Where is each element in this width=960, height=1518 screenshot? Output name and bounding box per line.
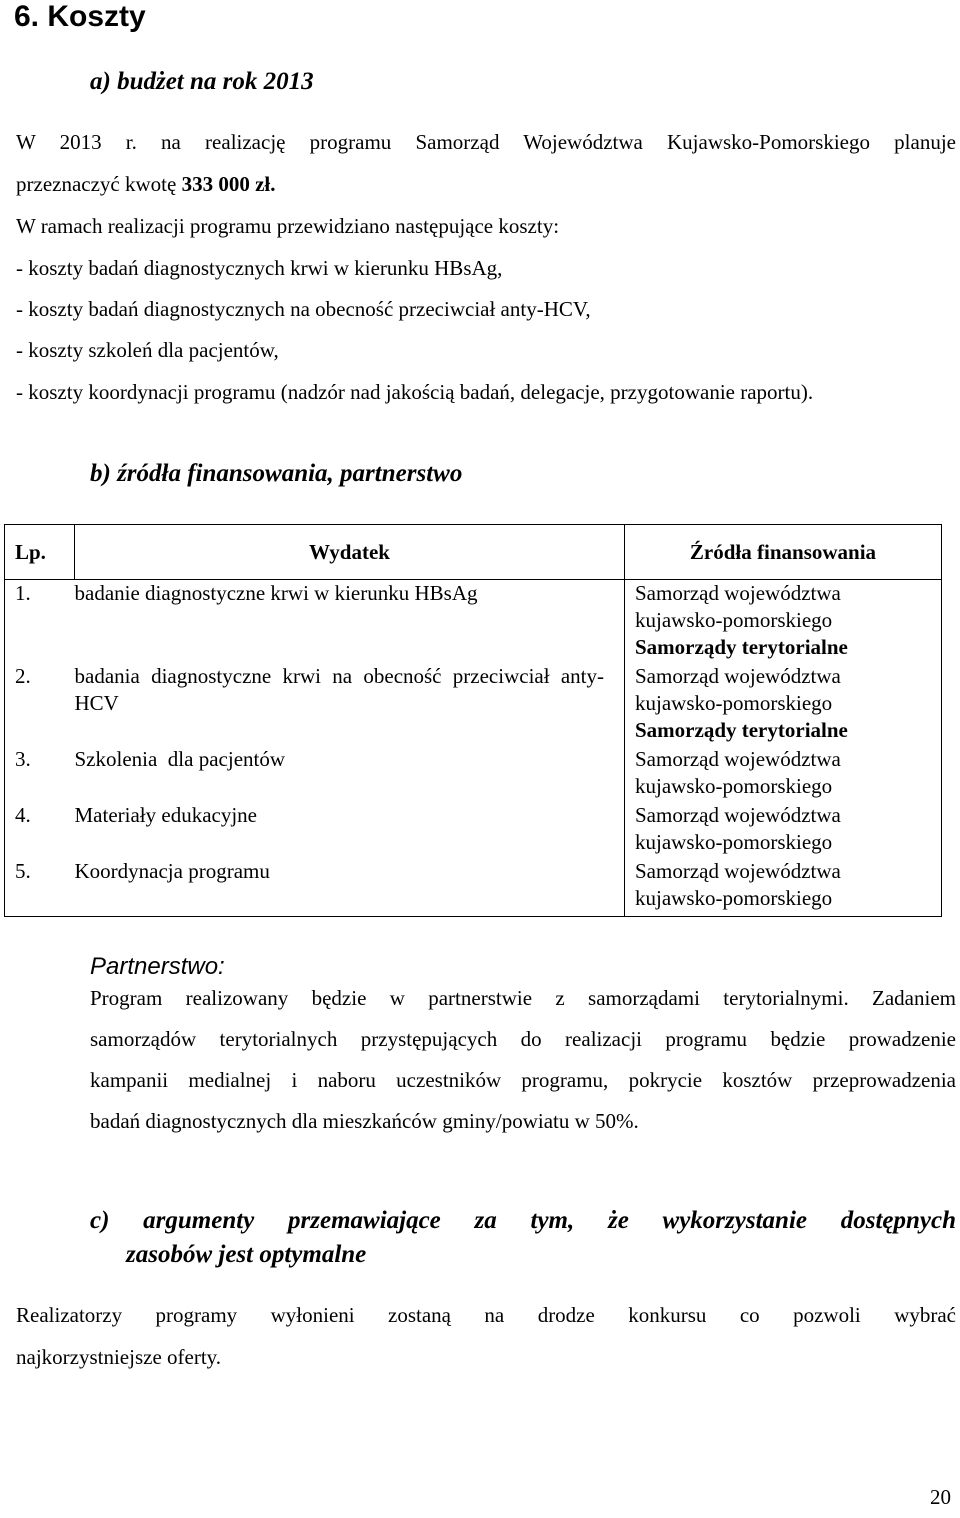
source-line-bold: Samorządy terytorialne — [635, 717, 848, 742]
table-row — [5, 802, 942, 858]
cell-lp: 2. — [5, 663, 75, 746]
funding-table — [4, 524, 942, 917]
source-line: Samorząd województwa — [635, 802, 841, 827]
final-line2: najkorzystniejsze oferty. — [16, 1345, 222, 1369]
partnership-line: kampanii medialnej i naboru uczestników programu, pokrycie kosztów przeprowadzenia — [90, 1068, 956, 1092]
budget-intro-line1: W 2013 r. na realizację programu Samorząd Województwa Kujawsko-Pomorskiego planuje — [16, 130, 956, 154]
cost-item: - koszty badań diagnostycznych krwi w kierunku HBsAg, — [16, 256, 503, 280]
subheading-arguments-line1: c) argumenty przemawiające za tym, że wykorzystanie dostępnych — [90, 1207, 956, 1234]
header-lp: Lp. — [5, 525, 75, 580]
table-header-row — [5, 525, 942, 580]
subheading-arguments-line2: zasobów jest optymalne — [126, 1241, 367, 1268]
budget-intro-prefix: przeznaczyć kwotę — [16, 172, 182, 196]
source-line: kujawsko-pomorskiego — [635, 608, 833, 632]
header-expense: Wydatek — [75, 525, 625, 580]
partnership-line: badań diagnostycznych dla mieszkańców gminy/powiatu w 50%. — [90, 1109, 639, 1133]
partnership-heading: Partnerstwo: — [90, 953, 225, 980]
cell-expense: Materiały edukacyjne — [75, 802, 625, 858]
cell-source — [625, 858, 942, 917]
budget-intro-line2 — [16, 172, 275, 197]
subheading-funding: b) źródła finansowania, partnerstwo — [90, 460, 463, 487]
header-source: Źródła finansowania — [625, 525, 942, 580]
budget-amount: 333 000 zł. — [181, 172, 276, 196]
cell-lp: 1. — [5, 580, 75, 663]
source-line: kujawsko-pomorskiego — [635, 690, 833, 715]
cost-item: - koszty badań diagnostycznych na obecność przeciwciał anty-HCV, — [16, 297, 591, 321]
source-line-bold: Samorządy terytorialne — [635, 635, 848, 659]
source-line: Samorząd województwa — [635, 581, 841, 605]
cell-expense: Szkolenia dla pacjentów — [75, 746, 625, 802]
table-row — [5, 663, 942, 746]
cell-source — [625, 580, 942, 663]
final-line1: Realizatorzy programy wyłonieni zostaną na drodze konkursu co pozwoli wybrać — [16, 1303, 956, 1327]
source-line: kujawsko-pomorskiego — [635, 829, 833, 854]
table-row — [5, 858, 942, 917]
source-line: kujawsko-pomorskiego — [635, 885, 833, 910]
section-title: 6. Koszty — [14, 0, 146, 33]
cell-lp: 5. — [5, 858, 75, 917]
cell-expense: badania diagnostyczne krwi na obecność przeciwciał anty-HCV — [75, 663, 625, 746]
cost-item: - koszty koordynacji programu (nadzór nad jakością badań, delegacje, przygotowanie raportu). — [16, 380, 814, 404]
source-line: Samorząd województwa — [635, 858, 841, 883]
cell-source — [625, 663, 942, 746]
table-row — [5, 580, 942, 663]
cost-item: - koszty szkoleń dla pacjentów, — [16, 338, 279, 362]
subheading-budget: a) budżet na rok 2013 — [90, 68, 314, 95]
cell-expense: badanie diagnostyczne krwi w kierunku HBsAg — [75, 580, 625, 663]
source-line: Samorząd województwa — [635, 746, 841, 771]
partnership-line: Program realizowany będzie w partnerstwie z samorządami terytorialnymi. Zadaniem — [90, 986, 956, 1010]
cell-lp: 4. — [5, 802, 75, 858]
partnership-line: samorządów terytorialnych przystępujących do realizacji programu będzie prowadzenie — [90, 1027, 956, 1051]
source-line: Samorząd województwa — [635, 663, 841, 688]
cell-expense: Koordynacja programu — [75, 858, 625, 917]
table-row — [5, 746, 942, 802]
page-number: 20 — [930, 1485, 951, 1509]
source-line: kujawsko-pomorskiego — [635, 773, 833, 798]
cell-source — [625, 802, 942, 858]
costs-intro: W ramach realizacji programu przewidziano następujące koszty: — [16, 214, 560, 238]
cell-lp: 3. — [5, 746, 75, 802]
cell-source — [625, 746, 942, 802]
